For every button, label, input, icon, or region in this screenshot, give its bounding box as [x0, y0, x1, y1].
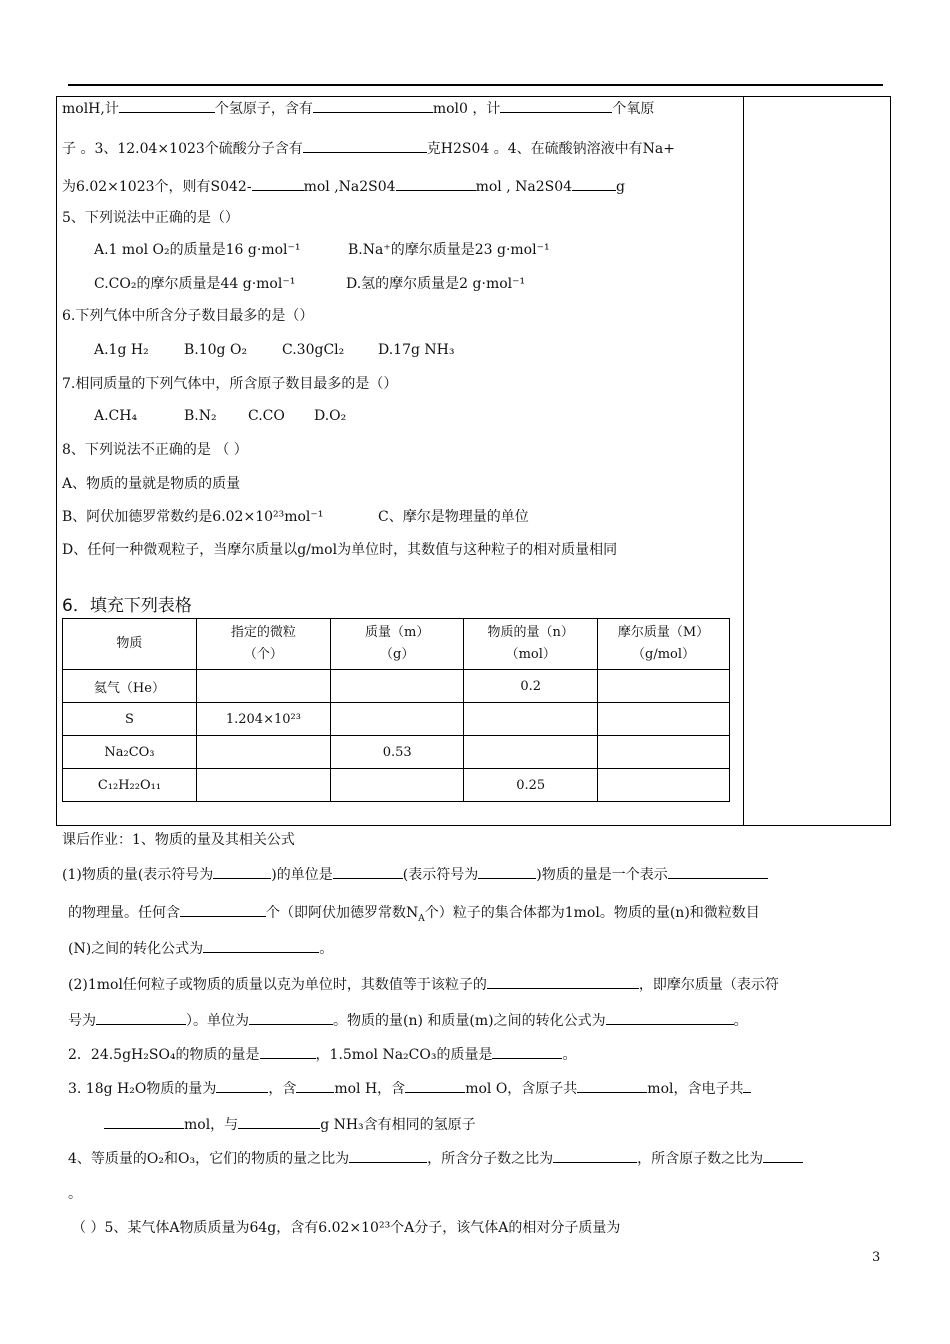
- blank: [213, 864, 271, 879]
- q6-stem: 6.下列气体中所含分子数目最多的是（）: [62, 308, 314, 324]
- header-line: 摩尔质量（M）: [617, 625, 710, 640]
- table-cell: 0.25: [464, 769, 598, 802]
- homework-q3-line-1: [68, 1078, 751, 1099]
- homework-title: 课后作业：1、物质的量及其相关公式: [62, 832, 295, 848]
- table-cell: [196, 670, 330, 703]
- blank: [500, 98, 612, 113]
- q5-option-c: C.CO₂的摩尔质量是44 g·mol⁻¹: [94, 276, 296, 292]
- table-cell: [196, 736, 330, 769]
- homework-p2-line-1: [68, 974, 779, 995]
- q5-option-d: D.氢的摩尔质量是2 g·mol⁻¹: [346, 276, 526, 292]
- text: mol H，含: [334, 1081, 406, 1097]
- homework-p1-line-1: [62, 864, 768, 885]
- blank: [492, 1044, 562, 1059]
- blank: [606, 1010, 734, 1025]
- table-row: [63, 670, 730, 703]
- blank: [405, 1078, 465, 1093]
- q6-option-d: D.17g NH₃: [378, 342, 455, 358]
- blank: [180, 902, 266, 917]
- homework-q4-line-1: [68, 1148, 803, 1169]
- q-cont-line-3: [62, 176, 625, 197]
- header-line: （g）: [380, 647, 415, 662]
- q8-option-b: B、阿伏加德罗常数约是6.02×10²³mol⁻¹: [62, 509, 324, 525]
- page-number: 3: [872, 1250, 881, 1265]
- text: 。物质的量(n) 和质量(m)之间的转化公式为: [333, 1013, 606, 1029]
- text: 。: [733, 1013, 748, 1029]
- text: )的单位是: [271, 867, 333, 883]
- q-cont-line-2: [62, 138, 675, 159]
- blank: [96, 1010, 186, 1025]
- text: 个）粒子的集合体都为1mol。物质的量(n)和微粒数目: [424, 905, 760, 921]
- text: ，所含分子数之比为: [427, 1151, 554, 1167]
- q6-option-b: B.10g O₂: [184, 342, 248, 358]
- blank: [763, 1148, 803, 1163]
- q7-stem: 7.相同质量的下列气体中，所含原子数目最多的是（）: [62, 376, 398, 392]
- blank: [238, 1114, 320, 1129]
- text: 2．24.5gH₂SO₄的物质的量是: [68, 1047, 260, 1063]
- text: 个（即阿伏加德罗常数N: [266, 905, 419, 921]
- text: ，即摩尔质量（表示符: [638, 977, 779, 993]
- q6-option-a: A.1g H₂: [94, 342, 149, 358]
- text: mol O，含原子共: [465, 1081, 578, 1097]
- text: 。: [319, 941, 334, 957]
- blank: [216, 1078, 268, 1093]
- text: mol ,Na2S04: [303, 179, 396, 195]
- homework-p1-line-3: [68, 938, 333, 959]
- table-cell: [598, 736, 730, 769]
- q6-option-c: C.30gCl₂: [282, 342, 345, 358]
- frame-divider: [743, 97, 744, 825]
- homework-p2-line-2: [68, 1010, 748, 1031]
- blank: [668, 864, 768, 879]
- blank: [478, 864, 536, 879]
- text: (N)之间的转化公式为: [68, 941, 204, 957]
- table-cell: S: [63, 703, 197, 736]
- q8-stem: 8、下列说法不正确的是 （ ）: [62, 442, 248, 458]
- table-cell: [330, 703, 463, 736]
- q7-option-b: B.N₂: [184, 408, 217, 424]
- text: 。: [562, 1047, 577, 1063]
- table-header-row: [63, 619, 730, 670]
- blank: [577, 1078, 647, 1093]
- text: 克H2S04 。4、在硫酸钠溶液中有Na+: [426, 141, 676, 157]
- table-cell: C₁₂H₂₂O₁₁: [63, 769, 197, 802]
- text: 3. 18g H₂O物质的量为: [68, 1081, 217, 1097]
- header-line: 指定的微粒: [230, 625, 296, 640]
- blank: [260, 1044, 316, 1059]
- table-cell: 氦气（He）: [63, 670, 197, 703]
- homework-q2: [68, 1044, 576, 1065]
- table-header-cell: 物质: [63, 619, 197, 670]
- table-cell: [330, 769, 463, 802]
- header-line: 物质的量（n）: [487, 625, 574, 640]
- table-cell: 1.204×10²³: [196, 703, 330, 736]
- text: 为6.02×1023个，则有S042-: [62, 179, 252, 195]
- q-cont-line-1: [62, 98, 654, 119]
- q8-option-d: D、任何一种微观粒子，当摩尔质量以g/mol为单位时，其数值与这种粒子的相对质量相同: [62, 542, 618, 558]
- table-cell: Na₂CO₃: [63, 736, 197, 769]
- text: molH,计: [62, 101, 119, 117]
- table-row: [63, 736, 730, 769]
- header-line: 质量（m）: [365, 625, 430, 640]
- text: 的物理量。任何含: [68, 905, 180, 921]
- table-cell: 0.2: [464, 670, 598, 703]
- text: ，1.5mol Na₂CO₃的质量是: [315, 1047, 493, 1063]
- header-rule: [68, 84, 883, 86]
- text: (表示符号为: [402, 867, 479, 883]
- text: ）。单位为: [186, 1013, 249, 1029]
- blank: [333, 864, 403, 879]
- homework-q3-line-2: [104, 1114, 476, 1135]
- blank: [349, 1148, 427, 1163]
- blank: [296, 1078, 334, 1093]
- table-header-cell: [598, 619, 730, 670]
- blank: [396, 176, 476, 191]
- table-cell: [196, 769, 330, 802]
- header-line: （g/mol）: [632, 647, 696, 662]
- q5-option-b: B.Na⁺的摩尔质量是23 g·mol⁻¹: [348, 242, 550, 258]
- blank: [572, 176, 616, 191]
- text: mol , Na2S04: [475, 179, 573, 195]
- table-cell: [464, 736, 598, 769]
- blank: [553, 1148, 637, 1163]
- text: mol0 ，计: [432, 101, 501, 117]
- homework-p1-line-2: [68, 902, 760, 929]
- header-line: （mol）: [505, 647, 556, 662]
- table-cell: [598, 703, 730, 736]
- blank: [303, 138, 427, 153]
- subscript: A: [418, 913, 425, 924]
- table-cell: 0.53: [330, 736, 463, 769]
- q5-stem: 5、下列说法中正确的是（）: [62, 210, 239, 226]
- table-row: [63, 703, 730, 736]
- text: )物质的量是一个表示: [536, 867, 668, 883]
- homework-q5: （ ）5、某气体A物质质量为64g，含有6.02×10²³个A分子，该气体A的相对分子质量为: [72, 1220, 621, 1236]
- text: ，含: [268, 1081, 297, 1097]
- blank: [313, 98, 433, 113]
- blank: [119, 98, 215, 113]
- table-cell: [598, 769, 730, 802]
- blank: [104, 1114, 184, 1129]
- q8-option-a: A、物质的量就是物质的质量: [62, 476, 241, 492]
- text: (2)1mol任何粒子或物质的质量以克为单位时，其数值等于该粒子的: [68, 977, 487, 993]
- text: mol，与: [184, 1117, 239, 1133]
- q7-option-d: D.O₂: [314, 408, 347, 424]
- q5-option-a: A.1 mol O₂的质量是16 g·mol⁻¹: [94, 242, 301, 258]
- text: g NH₃含有相同的氢原子: [320, 1117, 476, 1133]
- text: 号为: [68, 1013, 96, 1029]
- text: 子 。3、12.04×1023个硫酸分子含有: [62, 141, 303, 157]
- table-header-cell: [330, 619, 463, 670]
- text: mol，含电子共: [647, 1081, 744, 1097]
- blank: [487, 974, 639, 989]
- table-title: 6．填充下列表格: [62, 596, 192, 616]
- text: 4、等质量的O₂和O₃，它们的物质的量之比为: [68, 1151, 350, 1167]
- blank: [249, 1010, 333, 1025]
- text: 个氧原: [612, 101, 655, 117]
- q7-option-c: C.CO: [248, 408, 285, 424]
- blank: [743, 1078, 751, 1093]
- text: 个氢原子，含有: [214, 101, 313, 117]
- q7-option-a: A.CH₄: [94, 408, 138, 424]
- blank: [203, 938, 319, 953]
- table-header-cell: [196, 619, 330, 670]
- table-cell: [330, 670, 463, 703]
- table-row: [63, 769, 730, 802]
- q8-option-c: C、摩尔是物理量的单位: [378, 509, 529, 525]
- table-cell: [598, 670, 730, 703]
- text: (1)物质的量(表示符号为: [62, 867, 214, 883]
- header-line: （个）: [243, 647, 283, 662]
- table-cell: [464, 703, 598, 736]
- table-header-cell: [464, 619, 598, 670]
- text: ，所含原子数之比为: [637, 1151, 764, 1167]
- fill-table: [62, 618, 730, 802]
- homework-q4-line-2: 。: [68, 1186, 82, 1202]
- blank: [252, 176, 304, 191]
- text: g: [616, 179, 625, 195]
